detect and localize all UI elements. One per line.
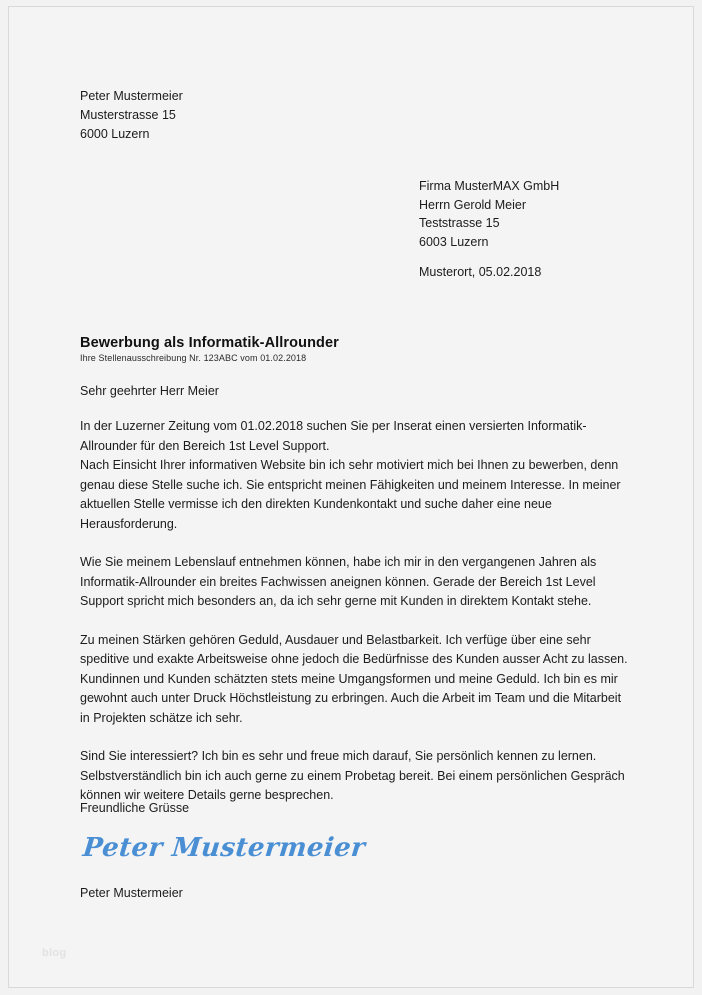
- sender-address-line: Musterstrasse 15: [80, 108, 176, 122]
- body-paragraph: Sind Sie interessiert? Ich bin es sehr und freue mich darauf, Sie persönlich kennen zu lernen. Selbstverständlich bin ich auch gerne zu einem Probetag bereit. Bei einem persönlichen Gespräch können wir weitere Details gerne besprechen.: [80, 749, 625, 802]
- handwritten-signature: Peter Mustermeier: [81, 833, 367, 863]
- recipient-address-line: Herrn Gerold Meier: [419, 197, 526, 212]
- subject-block: [80, 335, 339, 363]
- recipient-address-block: [419, 177, 559, 251]
- sender-address-line: 6000 Luzern: [80, 127, 150, 141]
- sender-address-line: Peter Mustermeier: [80, 89, 183, 103]
- recipient-address-line: 6003 Luzern: [419, 234, 489, 249]
- letter-body: [80, 417, 628, 825]
- subject-reference-line: Ihre Stellenausschreibung Nr. 123ABC vom 01.02.2018: [80, 353, 307, 363]
- body-paragraph: Zu meinen Stärken gehören Geduld, Ausdauer und Belastbarkeit. Ich verfüge über eine sehr speditive und exakte Arbeitsweise ohne jedoch die Bedürfnisse des Kunden ausser Acht zu lassen. Kundinnen und Kunden schätzten stets meine Umgangsformen und meine Geduld. Ich bin es mir gewohnt auch unter Druck Höchstleistung zu erbringen. Auch die Arbeit im Team und die Mitarbeit in Projekten schätze ich sehr.: [80, 632, 628, 725]
- salutation: Sehr geehrter Herr Meier: [80, 384, 219, 398]
- body-paragraph: In der Luzerner Zeitung vom 01.02.2018 suchen Sie per Inserat einen versierten Informatik-Allrounder für den Bereich 1st Level Support. Nach Einsicht Ihrer informativen Website bin ich sehr motiviert mich bei Ihnen zu bewerben, denn genau diese Stelle suche ich. Sie entspricht meinen Fähigkeiten und meinem Interesse. In meiner aktuellen Stelle vermisse ich den direkten Kundenkontakt und suche daher eine neue Herausforderung.: [80, 419, 621, 531]
- recipient-address-line: Teststrasse 15: [419, 216, 500, 230]
- subject-title: Bewerbung als Informatik-Allrounder: [80, 335, 339, 351]
- sender-address-block: [80, 87, 183, 144]
- blog-watermark: blog: [42, 947, 67, 959]
- body-paragraph: Wie Sie meinem Lebenslauf entnehmen können, habe ich mir in den vergangenen Jahren als Informatik-Allrounder ein breites Fachwissen aneignen können. Gerade der Bereich 1st Level Support spricht mich besonders an, da ich sehr gerne mit Kunden in direktem Kontakt stehe.: [80, 555, 597, 608]
- signer-printed-name: Peter Mustermeier: [80, 886, 183, 900]
- letter-page: [8, 6, 694, 988]
- closing-phrase: Freundliche Grüsse: [80, 801, 190, 815]
- recipient-address-line: Firma MusterMAX GmbH: [419, 179, 560, 193]
- place-and-date-line: Musterort, 05.02.2018: [419, 265, 542, 279]
